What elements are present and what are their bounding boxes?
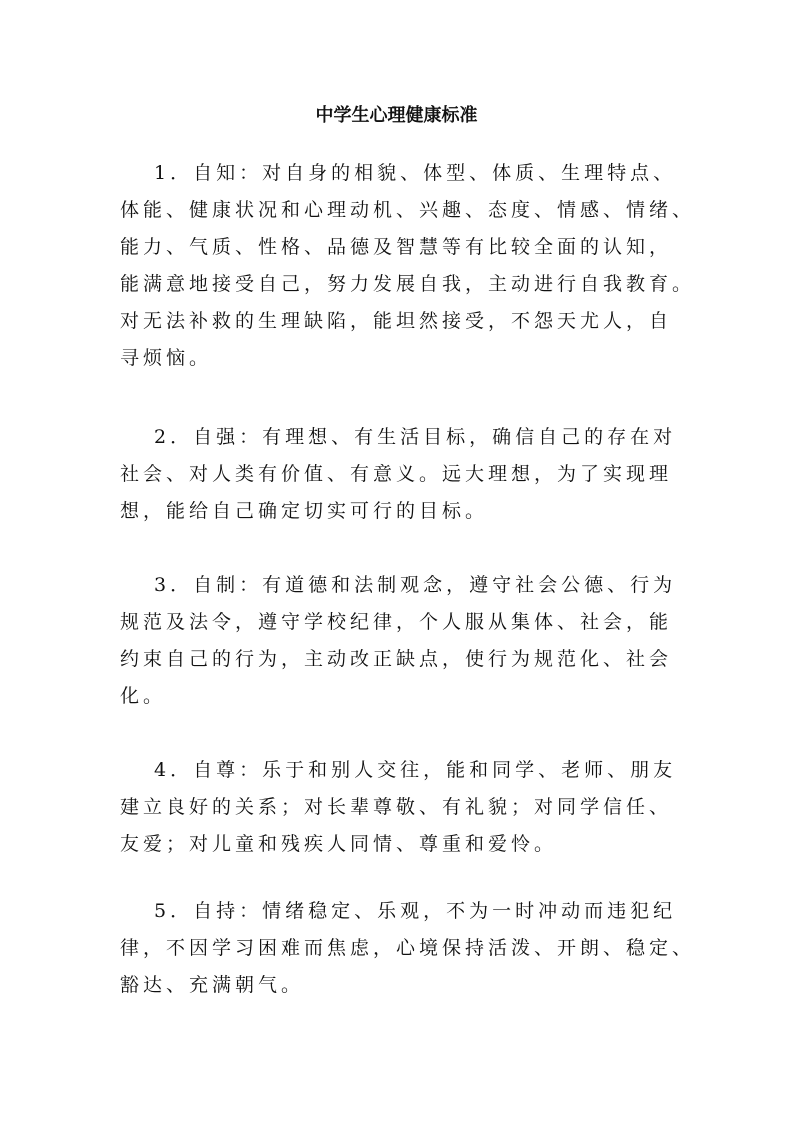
document-title: 中学生心理健康标准 [315,105,478,126]
paragraph-line: 4．自尊：乐于和别人交往，能和同学、老师、朋友 [154,759,677,781]
paragraph-self-control [120,567,680,715]
paragraph-line: 3．自制：有道德和法制观念，遵守社会公德、行为 [154,574,677,596]
paragraph-line: 律，不因学习困难而焦虑，心境保持活泼、开朗、稳定、 [120,937,696,959]
paragraph-line: 约束自己的行为，主动改正缺点，使行为规范化、社会 [120,648,673,670]
paragraph-line: 规范及法令，遵守学校纪律，个人服从集体、社会，能 [120,611,673,633]
paragraph-line: 化。 [120,685,167,707]
paragraph-self-respect [120,752,680,863]
paragraph-line: 社会、对人类有价值、有意义。远大理想，为了实现理 [120,463,673,485]
paragraph-line: 建立良好的关系；对长辈尊敬、有礼貌；对同学信任、 [120,796,673,818]
paragraph-self-awareness [120,155,696,377]
paragraph-line: 2．自强：有理想、有生活目标，确信自己的存在对 [154,426,677,448]
paragraph-self-strength [120,419,680,530]
paragraph-line: 想，能给自己确定切实可行的目标。 [120,500,489,522]
paragraph-self-composure [120,893,696,1004]
paragraph-line: 能力、气质、性格、品德及智慧等有比较全面的认知， [120,236,673,258]
paragraph-line: 对无法补救的生理缺陷，能坦然接受，不怨天尤人，自 [120,310,673,332]
paragraph-line: 1．自知：对自身的相貌、体型、体质、生理特点、 [154,162,677,184]
paragraph-line: 友爱；对儿童和残疾人同情、尊重和爱怜。 [120,833,558,855]
paragraph-line: 5．自持：情绪稳定、乐观，不为一时冲动而违犯纪 [154,900,677,922]
paragraph-line: 能满意地接受自己，努力发展自我，主动进行自我教育。 [120,273,696,295]
paragraph-line: 体能、健康状况和心理动机、兴趣、态度、情感、情绪、 [120,199,696,221]
paragraph-line: 豁达、充满朝气。 [120,974,305,996]
paragraph-line: 寻烦恼。 [120,347,213,369]
